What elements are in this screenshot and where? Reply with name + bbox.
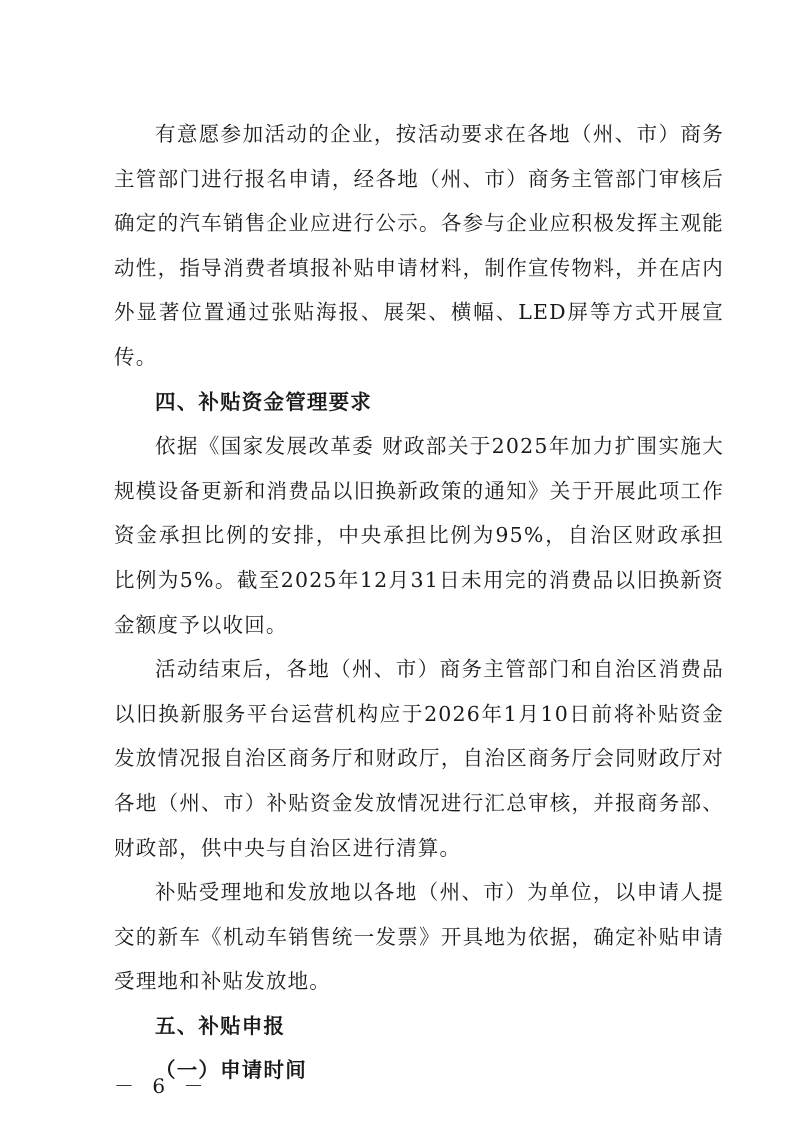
document-body (114, 112, 724, 1093)
section-heading-subsidy-application: 五、补贴申报 (155, 1013, 286, 1038)
paragraph-funding-ratio: 依据《国家发展改革委 财政部关于2025年加力扩围实施大规模设备更新和消费品以旧换新政策的通知》关于开展此项工作资金承担比例的安排，中央承担比例为95%，自治区财政承担比例为5%。截至2025年12月31日未用完的消费品以旧换新资金额度予以收回。 (114, 434, 724, 637)
paragraph-settlement: 活动结束后，各地（州、市）商务主管部门和自治区消费品以旧换新服务平台运营机构应于2026年1月10日前将补贴资金发放情况报自治区商务厅和财政厅，自治区商务厅会同财政厅对各地（州、市）补贴资金发放情况进行汇总审核，并报商务部、财政部，供中央与自治区进行清算。 (114, 657, 724, 860)
paragraph-acceptance-location: 补贴受理地和发放地以各地（州、市）为单位，以申请人提交的新车《机动车销售统一发票》开具地为依据，确定补贴申请受理地和补贴发放地。 (114, 880, 724, 994)
page-number: － 6 － (114, 1074, 210, 1098)
subsection-heading-application-time: （一）申请时间 (155, 1058, 307, 1083)
section-heading-fund-management: 四、补贴资金管理要求 (155, 389, 372, 414)
paragraph-enterprise-registration: 有意愿参加活动的企业，按活动要求在各地（州、市）商务主管部门进行报名申请，经各地（州、市）商务主管部门审核后确定的汽车销售企业应进行公示。各参与企业应积极发挥主观能动性，指导消费者填报补贴申请材料，制作宣传物料，并在店内外显著位置通过张贴海报、展架、横幅、LED屏等方式开展宣传。 (114, 122, 724, 369)
